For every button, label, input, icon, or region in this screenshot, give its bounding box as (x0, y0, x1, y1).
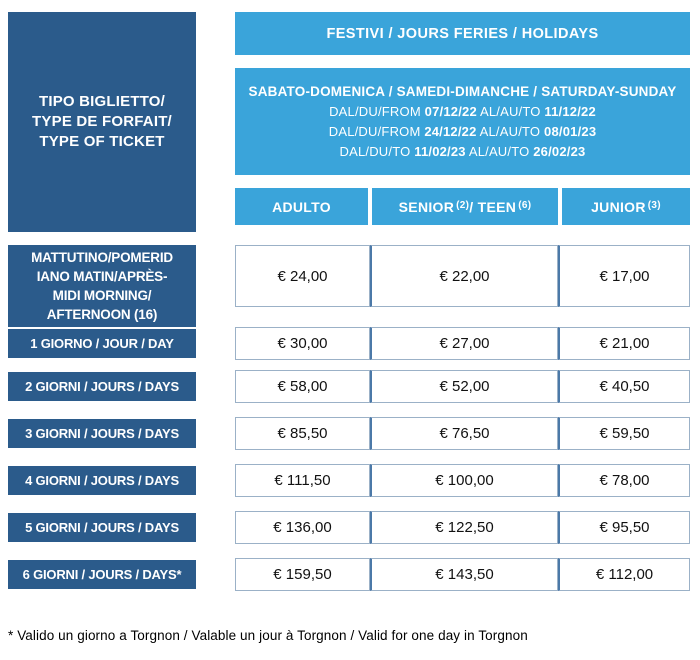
table-row-4-days (8, 464, 700, 497)
price-cells (235, 370, 690, 403)
column-header-junior: JUNIOR $^{(3)}$ (562, 188, 690, 225)
price-adulto: € 111,50 (235, 464, 370, 497)
table-row-1-day (8, 327, 700, 360)
price-adulto: € 58,00 (235, 370, 370, 403)
price-cells (235, 417, 690, 450)
price-cells (235, 511, 690, 544)
price-senior-teen: € 76,50 (370, 417, 558, 450)
period-date-line: DAL/DU/FROM 24/12/22 AL/AU/TO 08/01/23 (328, 123, 597, 139)
header-right-column (235, 12, 690, 232)
ticket-type-line: TIPO BIGLIETTO/ (38, 93, 166, 110)
price-adulto: € 159,50 (235, 558, 370, 591)
ticket-type-line: TYPE DE FORFAIT/ (32, 113, 172, 130)
price-cells (235, 327, 690, 360)
row-label: MATTUTINO/POMERID IANO MATIN/APRÈS- MIDI MORNING/ AFTERNOON (16) (8, 245, 196, 327)
period-title: SABATO-DOMENICA / SAMEDI-DIMANCHE / SATURDAY-SUNDAY (248, 83, 677, 99)
price-adulto: € 136,00 (235, 511, 370, 544)
price-cells (235, 558, 690, 591)
holidays-banner: FESTIVI / JOURS FERIES / HOLIDAYS (235, 12, 690, 55)
price-senior-teen: € 100,00 (370, 464, 558, 497)
price-adulto: € 24,00 (235, 245, 370, 307)
price-senior-teen: € 52,00 (370, 370, 558, 403)
price-senior-teen: € 22,00 (370, 245, 558, 307)
torgnon-footnote: * Valido un giorno a Torgnon / Valable un jour à Torgnon / Valid for one day in Torgnon (8, 628, 528, 643)
column-header-adulto: ADULTO (235, 188, 368, 225)
table-row-6-days (8, 558, 700, 591)
row-label: 2 GIORNI / JOURS / DAYS (8, 372, 196, 401)
price-cells (235, 245, 690, 307)
price-junior: € 17,00 (558, 245, 690, 307)
validity-period-banner (235, 68, 690, 175)
price-adulto: € 85,50 (235, 417, 370, 450)
price-junior: € 40,50 (558, 370, 690, 403)
price-adulto: € 30,00 (235, 327, 370, 360)
table-row-5-days (8, 511, 700, 544)
price-cells (235, 464, 690, 497)
price-junior: € 59,50 (558, 417, 690, 450)
price-senior-teen: € 27,00 (370, 327, 558, 360)
price-junior: € 112,00 (558, 558, 690, 591)
table-header-block (0, 0, 700, 232)
period-date-line: DAL/DU/TO 11/02/23 AL/AU/TO 26/02/23 (339, 143, 586, 159)
period-date-line: DAL/DU/FROM 07/12/22 AL/AU/TO 11/12/22 (329, 103, 596, 119)
ticket-type-line: TYPE OF TICKET (39, 133, 165, 150)
price-senior-teen: € 122,50 (370, 511, 558, 544)
price-rows (0, 232, 700, 591)
row-label: 4 GIORNI / JOURS / DAYS (8, 466, 196, 495)
price-junior: € 95,50 (558, 511, 690, 544)
column-header-senior-teen: SENIOR $^{(2)}$ / TEEN $^{(6)}$ (372, 188, 558, 225)
row-label: 3 GIORNI / JOURS / DAYS (8, 419, 196, 448)
ticket-type-header-cell (8, 12, 196, 232)
table-row-morning-afternoon (8, 245, 700, 327)
row-label: 1 GIORNO / JOUR / DAY (8, 329, 196, 358)
row-label: 5 GIORNI / JOURS / DAYS (8, 513, 196, 542)
row-label: 6 GIORNI / JOURS / DAYS* (8, 560, 196, 589)
price-junior: € 78,00 (558, 464, 690, 497)
price-senior-teen: € 143,50 (370, 558, 558, 591)
table-row-3-days (8, 417, 700, 450)
price-junior: € 21,00 (558, 327, 690, 360)
column-headers-row (235, 188, 690, 225)
table-row-2-days (8, 370, 700, 403)
